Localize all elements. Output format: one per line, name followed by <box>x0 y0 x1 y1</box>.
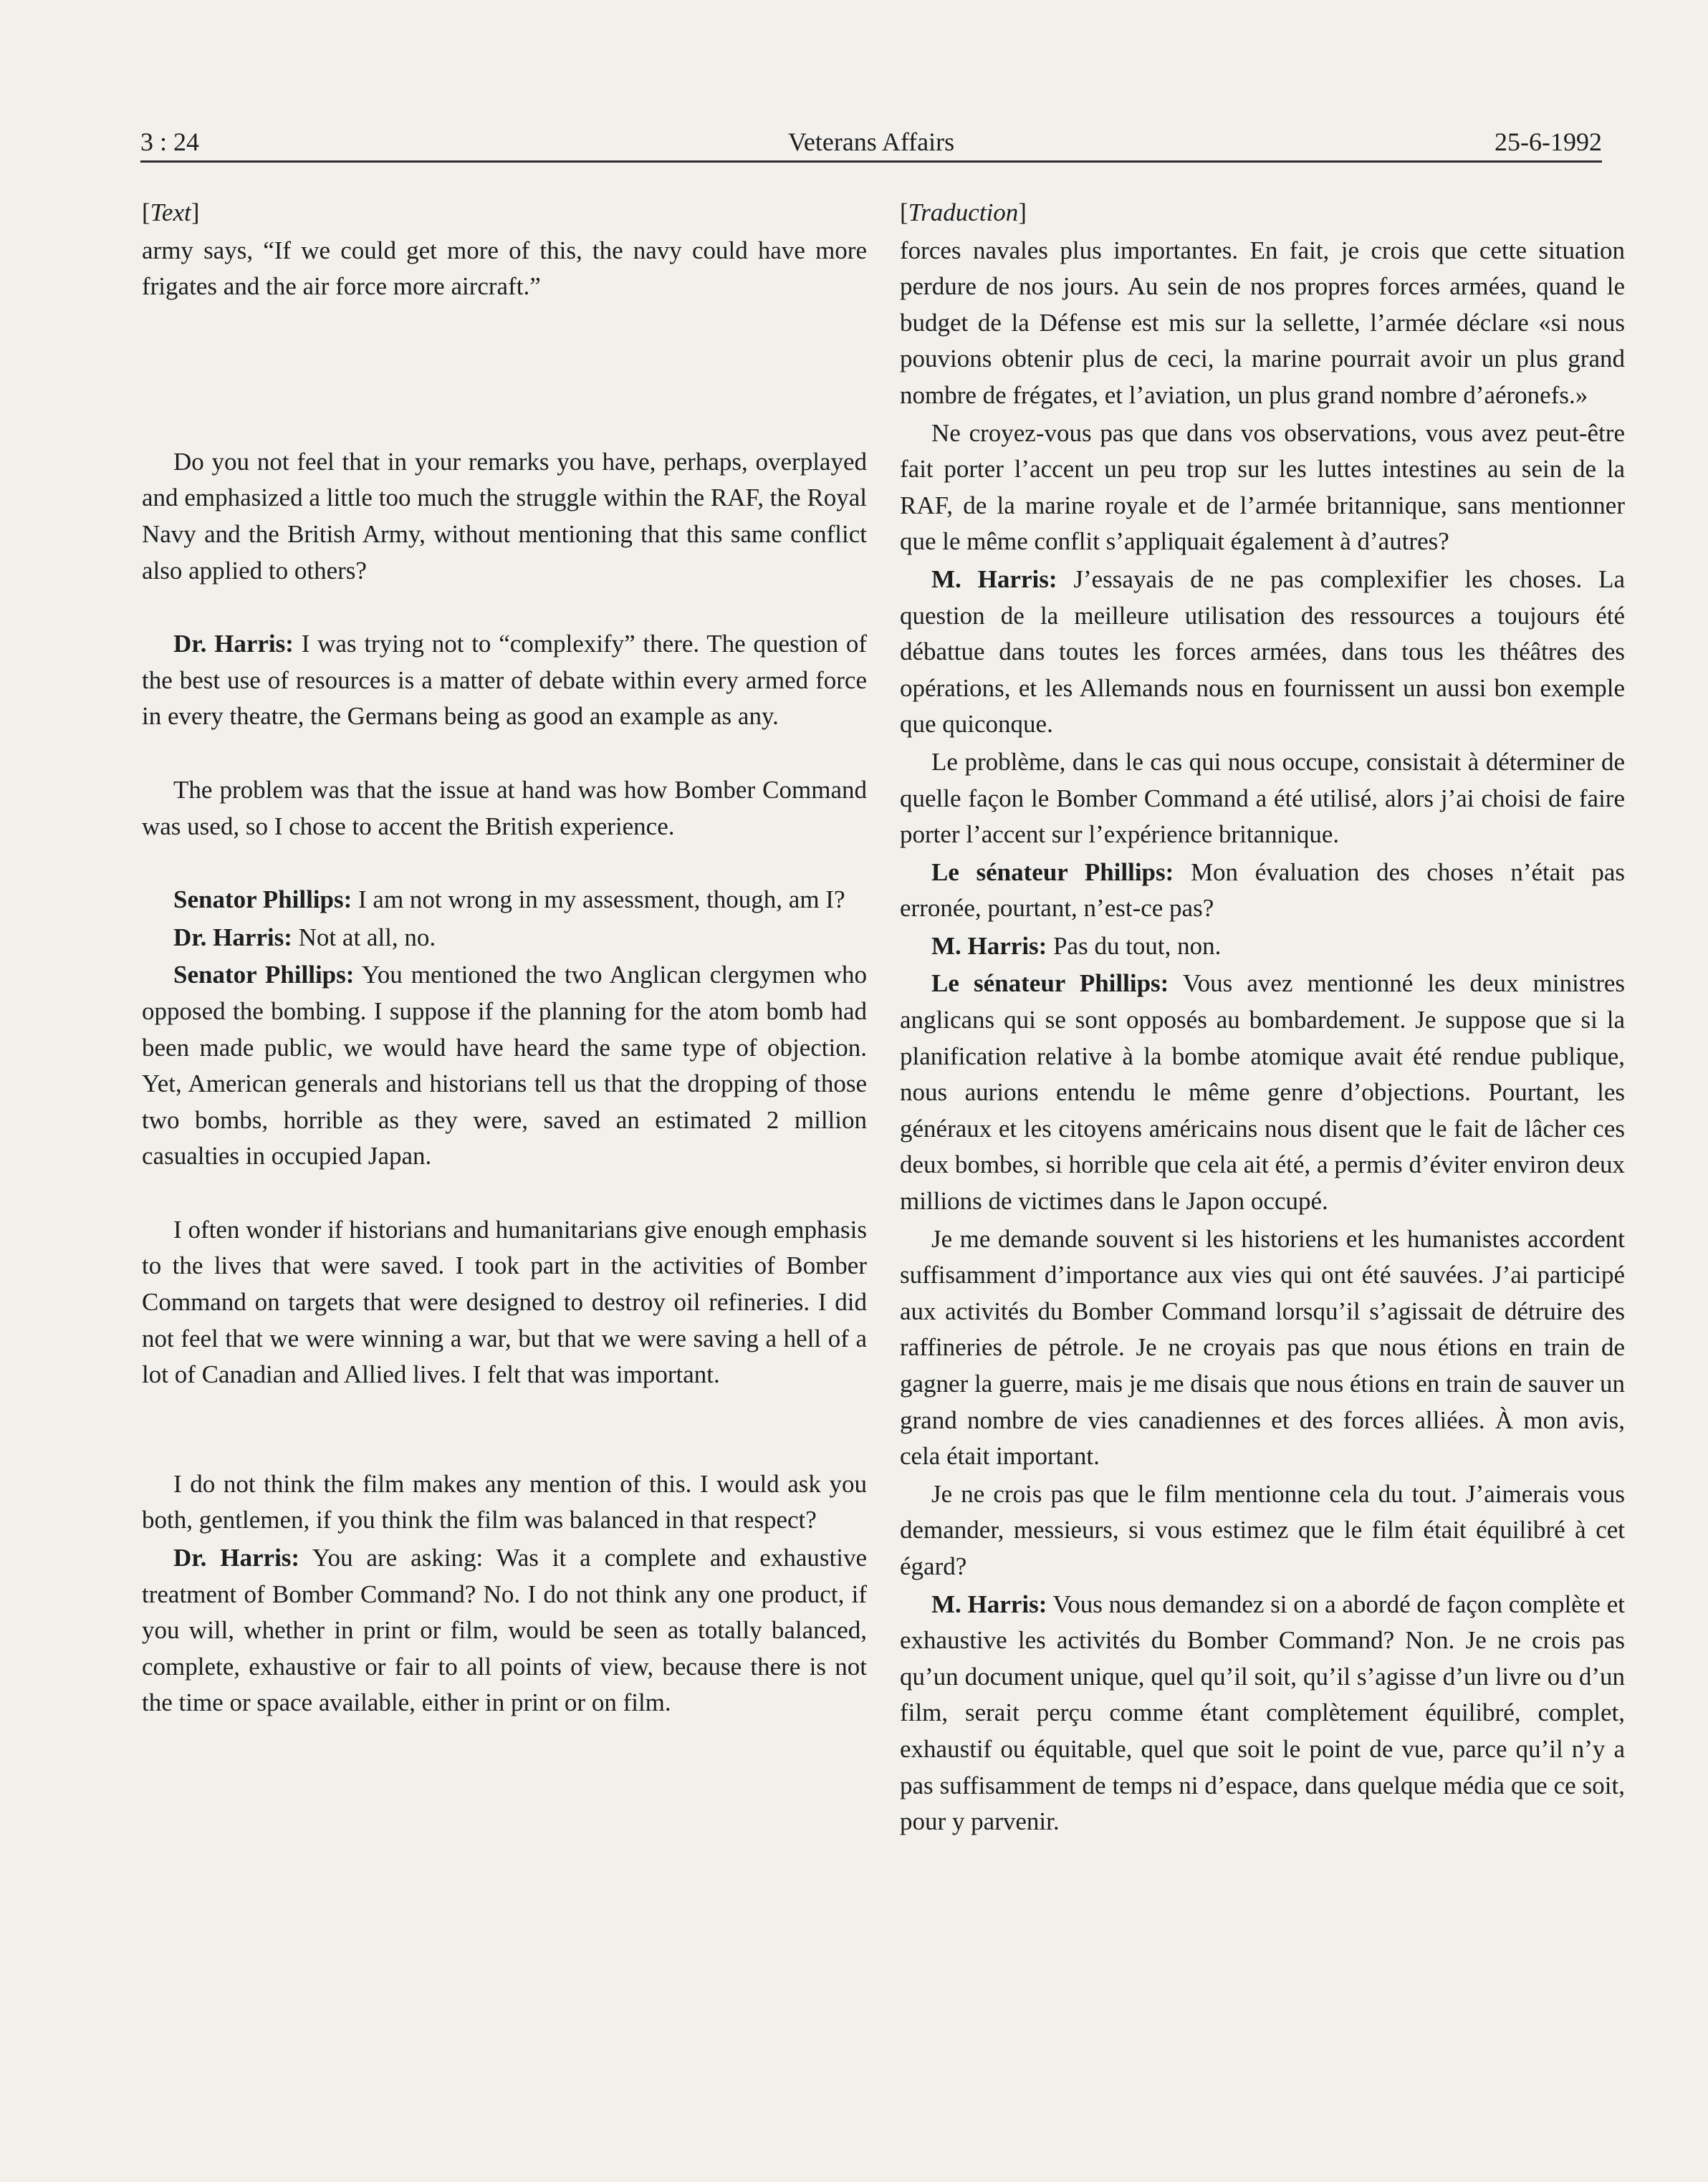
speaker-label: M. Harris: <box>931 931 1047 960</box>
paragraph <box>142 920 867 956</box>
paragraph: I do not think the film makes any mention of this. I would ask you both, gentlemen, if you think the film was balanced in that respect? <box>142 1469 867 1534</box>
paragraph: forces navales plus importantes. En fait, je crois que cette situation perdure de nos jours. Au sein de nos propres forces armées, quand le budget de la Défense est mis sur la sellette, l’armée déclare «si nous pouvions obtenir plus de ceci, la marine pourrait avoir un plus grand nombre de frégates, et l’aviation, un plus grand nombre d’aéronefs.» <box>900 236 1625 409</box>
paragraph: army says, “If we could get more of this, the navy could have more frigates and the air force more aircraft.” <box>142 236 867 301</box>
paragraph: I often wonder if historians and humanitarians give enough emphasis to the lives that were saved. I took part in the activities of Bomber Command on targets that were designed to destroy oil refineries. I did not feel that we were winning a war, but that we were saving a hell of a lot of Canadian and Allied lives. I felt that was important. <box>142 1215 867 1389</box>
paragraph: Do you not feel that in your remarks you have, perhaps, overplayed and emphasized a little too much the struggle within the RAF, the Royal Navy and the British Army, without mentioning that this same conflict also applied to others? <box>142 447 867 585</box>
speech-text: Vous avez mentionné les deux ministres anglicans qui se sont opposés au bombardement. Je suppose que si la planification relative à la bombe atomique avait été rendue publique, nous aurions entendu le même genre d’objections. Pourtant, les généraux et les citoyens américains nous disent que le fait de lâcher ces deux bombes, si horrible que cela ait été, a permis d’éviter environ deux millions de victimes dans le Japon occupé. <box>900 969 1625 1216</box>
speech-text: You are asking: Was it a complete and exhaustive treatment of Bomber Command? No. I do not think any one product, if you will, whether in print or film, would be seen as totally balanced, complete, exhaustive or fair to all points of view, because there is not the time or space available, either in print or on film. <box>142 1544 867 1717</box>
speech-text: I was trying not to “complexify” there. The question of the best use of resources is a matter of debate within every armed force in every theatre, the Germans being as good an example as any. <box>142 630 867 731</box>
paragraph <box>900 928 1625 965</box>
speaker-label: Dr. Harris: <box>173 1544 300 1572</box>
english-column <box>142 195 867 1721</box>
paragraph <box>142 882 867 918</box>
speech-text: Mon évaluation des choses n’était pas erronée, pourtant, n’est-ce pas? <box>900 857 1626 923</box>
paragraph <box>900 562 1625 743</box>
speaker-label: Senator Phillips: <box>173 885 352 914</box>
speech-text: Pas du tout, non. <box>1047 931 1222 960</box>
paragraph: Ne croyez-vous pas que dans vos observations, vous avez peut-être fait porter l’accent un peu trop sur les luttes intestines au sein de la RAF, de la marine royale et de l’armée britannique, sans mentionner que le même conflit s’appliquait également à d’autres? <box>900 418 1625 556</box>
paragraph <box>900 855 1625 927</box>
column-tag: [Text] <box>142 198 200 226</box>
speech-text: J’essayais de ne pas complexifier les choses. La question de la meilleure utilisation des ressources a toujours été débattue dans toutes les forces armées, dans tous les théâtres des opérations, et les Allemands nous en fournissent un aussi bon exemple que quiconque. <box>900 564 1626 739</box>
speaker-label: Senator Phillips: <box>173 961 355 989</box>
speaker-label: Le sénateur Phillips: <box>931 857 1174 886</box>
page-date: 25-6-1992 <box>1494 128 1602 156</box>
paragraph: The problem was that the issue at hand was how Bomber Command was used, so I chose to accent the British experience. <box>142 775 867 840</box>
speaker-label: M. Harris: <box>931 1590 1047 1618</box>
speaker-label: Dr. Harris: <box>173 630 294 658</box>
speech-text: You mentioned the two Anglican clergymen who opposed the bombing. I suppose if the planning for the atom bomb had been made public, we would have heard the same type of objection. Yet, American generals and historians tell us that the dropping of those two bombs, horrible as they were, saved an estimated 2 million casualties in occupied Japan. <box>142 961 867 1171</box>
column-tag-text: Traduction <box>908 198 1019 226</box>
speech-text: Not at all, no. <box>292 923 436 951</box>
speaker-label: M. Harris: <box>931 564 1057 593</box>
french-column <box>900 195 1625 1840</box>
paragraph: Le problème, dans le cas qui nous occupe, consistait à déterminer de quelle façon le Bomber Command a été utilisé, alors j’ai choisi de faire porter l’accent sur l’expérience britannique. <box>900 747 1625 849</box>
speech-text: Vous nous demandez si on a abordé de façon complète et exhaustive les activités du Bomber Command? Non. Je ne crois pas qu’un document unique, quel qu’il soit, qu’il s’agisse d’un livre ou d’un film, serait perçu comme étant complètement équilibré, complet, exhaustif ou équitable, quel que soit le point de vue, parce qu’il n’y a pas suffisamment de temps ni d’espace, dans quelque média que ce soit, pour y parvenir. <box>900 1590 1626 1836</box>
paragraph <box>142 1540 867 1721</box>
page-number: 3 : 24 <box>140 128 200 156</box>
paragraph <box>142 626 867 735</box>
speech-text: I am not wrong in my assessment, though, am I? <box>352 885 845 914</box>
speaker-label: Le sénateur Phillips: <box>931 969 1169 998</box>
column-tag: [Traduction] <box>900 198 1027 226</box>
page-header <box>140 123 1602 160</box>
paragraph: Je ne crois pas que le film mentionne cela du tout. J’aimerais vous demander, messieurs, si vous estimez que le film était équilibré à cet égard? <box>900 1479 1625 1580</box>
header-rule <box>140 160 1602 163</box>
paragraph <box>900 1587 1625 1840</box>
column-tag-text: Text <box>150 198 191 226</box>
publication-title: Veterans Affairs <box>787 128 955 156</box>
speaker-label: Dr. Harris: <box>173 923 292 951</box>
paragraph <box>142 957 867 1175</box>
paragraph: Je me demande souvent si les historiens et les humanistes accordent suffisamment d’importance aux vies qui ont été sauvées. J’ai participé aux activités du Bomber Command lorsqu’il s’agissait de détruire des raffineries de pétrole. Je ne croyais pas que nous étions en train de gagner la guerre, mais je me disais que nous étions en train de sauver un grand nombre de vies canadiennes et des forces alliées. À mon avis, cela était important. <box>900 1224 1625 1471</box>
paragraph <box>900 966 1625 1219</box>
